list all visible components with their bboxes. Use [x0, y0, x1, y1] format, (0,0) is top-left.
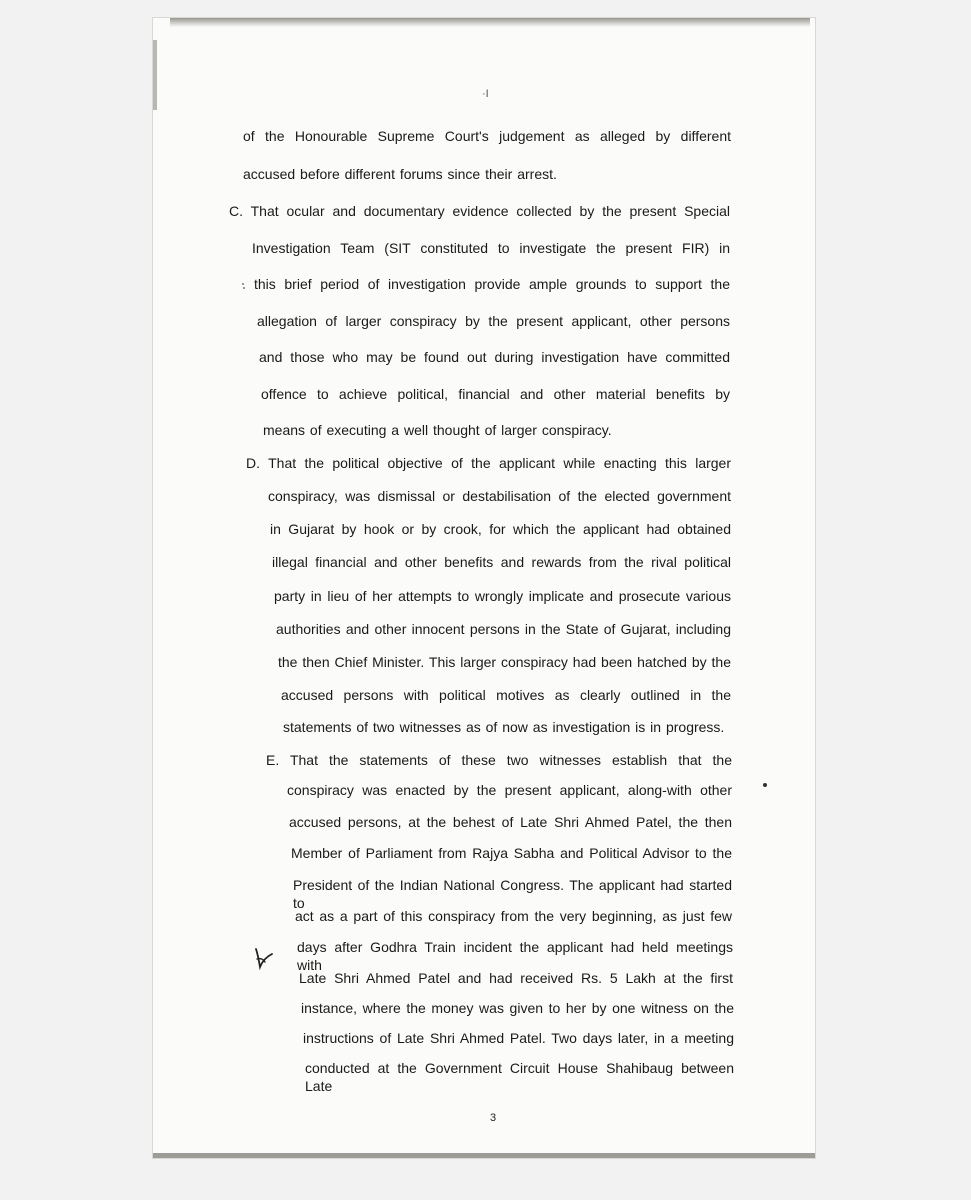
text-line-6: allegation of larger conspiracy by the present applicant, other persons — [257, 313, 730, 329]
page-number: 3 — [490, 1112, 497, 1124]
text-line-12: in Gujarat by hook or by crook, for which the applicant had obtained — [270, 521, 731, 537]
page-top-shadow — [170, 18, 810, 27]
text-line-5: this brief period of investigation provide ample grounds to support the — [254, 276, 730, 292]
text-line-4: Investigation Team (SIT constituted to investigate the present FIR) in — [252, 240, 730, 256]
text-line-27: instance, where the money was given to her by one witness on the — [301, 1000, 734, 1016]
text-line-23: President of the Indian National Congress. The applicant had started to — [293, 877, 732, 911]
text-line-14: party in lieu of her attempts to wrongly implicate and prosecute various — [274, 588, 731, 604]
text-line-29: conducted at the Government Circuit House Shahibaug between Late — [305, 1060, 734, 1094]
text-line-15: authorities and other innocent persons in the State of Gujarat, including — [276, 621, 731, 637]
text-line-13: illegal financial and other benefits and rewards from the rival political — [272, 554, 731, 570]
text-line-9: means of executing a well thought of larger conspiracy. — [263, 422, 612, 438]
text-line-1: of the Honourable Supreme Court's judgement as alleged by different — [243, 128, 731, 144]
text-line-25: days after Godhra Train incident the applicant had held meetings with — [297, 939, 733, 973]
text-line-19: E. That the statements of these two witnesses establish that the — [266, 752, 732, 768]
page-marker: ·I — [482, 88, 489, 100]
ink-dot-icon — [761, 781, 769, 789]
handwritten-tick-mark-icon — [252, 945, 276, 971]
text-line-10: D. That the political objective of the applicant while enacting this larger — [246, 455, 731, 471]
text-line-17: accused persons with political motives as clearly outlined in the — [281, 687, 731, 703]
text-line-21: accused persons, at the behest of Late Shri Ahmed Patel, the then — [289, 814, 732, 830]
text-line-8: offence to achieve political, financial and other material benefits by — [261, 386, 730, 402]
text-line-26: Late Shri Ahmed Patel and had received Rs. 5 Lakh at the first — [299, 970, 733, 986]
margin-smudge-icon — [239, 281, 247, 291]
page-left-edge — [153, 40, 157, 110]
text-line-2: accused before different forums since their arrest. — [243, 166, 557, 182]
text-line-18: statements of two witnesses as of now as investigation is in progress. — [283, 719, 725, 735]
text-line-24: act as a part of this conspiracy from the very beginning, as just few — [295, 908, 732, 924]
page-bottom-edge — [153, 1153, 815, 1158]
text-line-7: and those who may be found out during investigation have committed — [259, 349, 730, 365]
text-line-22: Member of Parliament from Rajya Sabha and Political Advisor to the — [291, 845, 732, 861]
text-line-28: instructions of Late Shri Ahmed Patel. Two days later, in a meeting — [303, 1030, 734, 1046]
text-line-16: the then Chief Minister. This larger conspiracy had been hatched by the — [278, 654, 731, 670]
text-line-11: conspiracy, was dismissal or destabilisation of the elected government — [268, 488, 731, 504]
text-line-20: conspiracy was enacted by the present applicant, along-with other — [287, 782, 732, 798]
text-line-3: C. That ocular and documentary evidence collected by the present Special — [229, 203, 730, 219]
